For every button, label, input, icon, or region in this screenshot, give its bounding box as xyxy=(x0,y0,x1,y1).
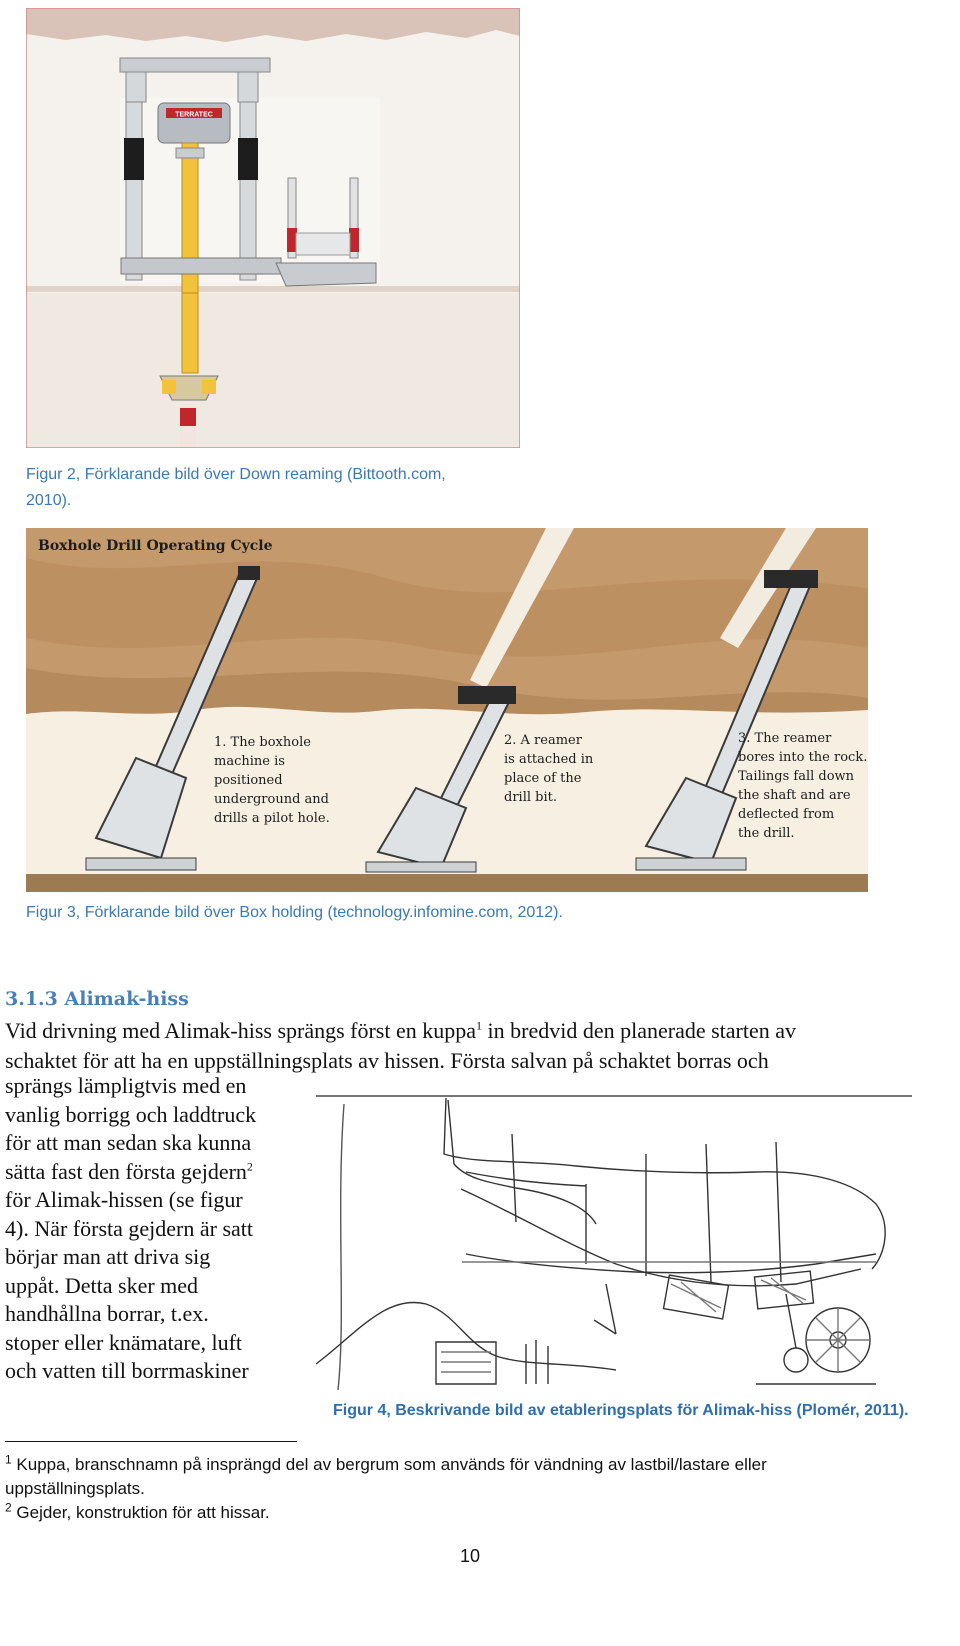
paragraph-line-11: handhållna borrar, t.ex. xyxy=(5,1301,209,1326)
step-1-line-3: positioned xyxy=(214,773,283,788)
figure-4-caption: Figur 4, Beskrivande bild av etableringsplats för Alimak-hiss (Plomér, 2011). xyxy=(333,1402,909,1419)
figure-2-down-reaming-image xyxy=(26,8,520,448)
paragraph-line-13: och vatten till borrmaskiner xyxy=(5,1358,249,1383)
paragraph-line-6: sätta fast den första gejdern$^2$ xyxy=(5,1158,253,1184)
figure-3-boxhole-drill-image xyxy=(26,528,868,892)
footnotes xyxy=(5,1453,945,1525)
footnote-1-continued: uppställningsplats. xyxy=(5,1479,145,1498)
step-2-line-2: is attached in xyxy=(504,752,594,767)
paragraph-line-8: 4). När första gejdern är satt xyxy=(5,1215,254,1241)
step-3-line-5: deflected from xyxy=(738,807,835,822)
footnote-1-number: 1 xyxy=(5,1452,12,1467)
step-1-line-4: underground and xyxy=(214,792,329,807)
step-2-line-4: drill bit. xyxy=(504,790,557,805)
footnote-1: $^1$ Kuppa, branschnamn på insprängd del av bergrum som används för vändning av lastbil/lastare eller xyxy=(5,1452,767,1474)
paragraph-line-2: schaktet för att ha en uppställningsplats av hissen. Första salvan på schaktet borras och xyxy=(5,1048,769,1073)
step-3-line-1: 3. The reamer xyxy=(738,731,832,746)
paragraph-full-width xyxy=(5,1016,945,1076)
figure-4-alimak-sketch xyxy=(316,1094,912,1394)
step-3-line-4: the shaft and are xyxy=(738,788,851,803)
step-3-line-6: the drill. xyxy=(738,826,795,841)
step-1-line-5: drills a pilot hole. xyxy=(214,811,330,826)
figure-3-caption: Figur 3, Förklarande bild över Box holding (technology.infomine.com, 2012). xyxy=(26,904,563,921)
step-1-line-1: 1. The boxhole xyxy=(214,735,311,750)
paragraph-line-3: sprängs lämpligtvis med en xyxy=(5,1073,247,1098)
paragraph-left-column xyxy=(5,1072,325,1386)
footnote-ref-2[interactable]: 2 xyxy=(246,1159,253,1174)
step-2-line-3: place of the xyxy=(504,771,582,786)
section-heading: 3.1.3 Alimak-hiss xyxy=(5,988,189,1010)
terratec-logo: TERRATEC xyxy=(175,111,213,119)
step-2-line-1: 2. A reamer xyxy=(504,733,582,748)
footnote-2: $^2$ Gejder, konstruktion för att hissar. xyxy=(5,1500,270,1522)
figure-2-caption-line-1: Figur 2, Förklarande bild över Down reaming (Bittooth.com, xyxy=(26,466,446,483)
footnote-ref-1[interactable]: 1 xyxy=(476,1018,483,1033)
footnote-2-number: 2 xyxy=(5,1500,12,1515)
step-3-line-3: Tailings fall down xyxy=(738,769,855,784)
figure-2-caption-line-2: 2010). xyxy=(26,492,72,509)
paragraph-line-4: vanlig borrigg och laddtruck xyxy=(5,1101,257,1127)
step-3-line-2: bores into the rock. xyxy=(738,750,868,765)
paragraph-line-5: för att man sedan ska kunna xyxy=(5,1130,252,1155)
figure-3-title: Boxhole Drill Operating Cycle xyxy=(38,538,273,554)
footnote-separator xyxy=(5,1441,297,1442)
page-number: 10 xyxy=(459,1546,481,1566)
paragraph-line-10: uppåt. Detta sker med xyxy=(5,1272,199,1298)
paragraph-line-12: stoper eller knämatare, luft xyxy=(5,1329,243,1355)
step-1-line-2: machine is xyxy=(214,754,285,769)
figure-2-caption xyxy=(26,462,546,514)
paragraph-line-1: Vid drivning med Alimak-hiss sprängs först en kuppa$^1$ in bredvid den planerade starten av xyxy=(5,1018,796,1043)
paragraph-line-9: börjar man att driva sig xyxy=(5,1244,211,1269)
paragraph-line-7: för Alimak-hissen (se figur xyxy=(5,1187,243,1212)
